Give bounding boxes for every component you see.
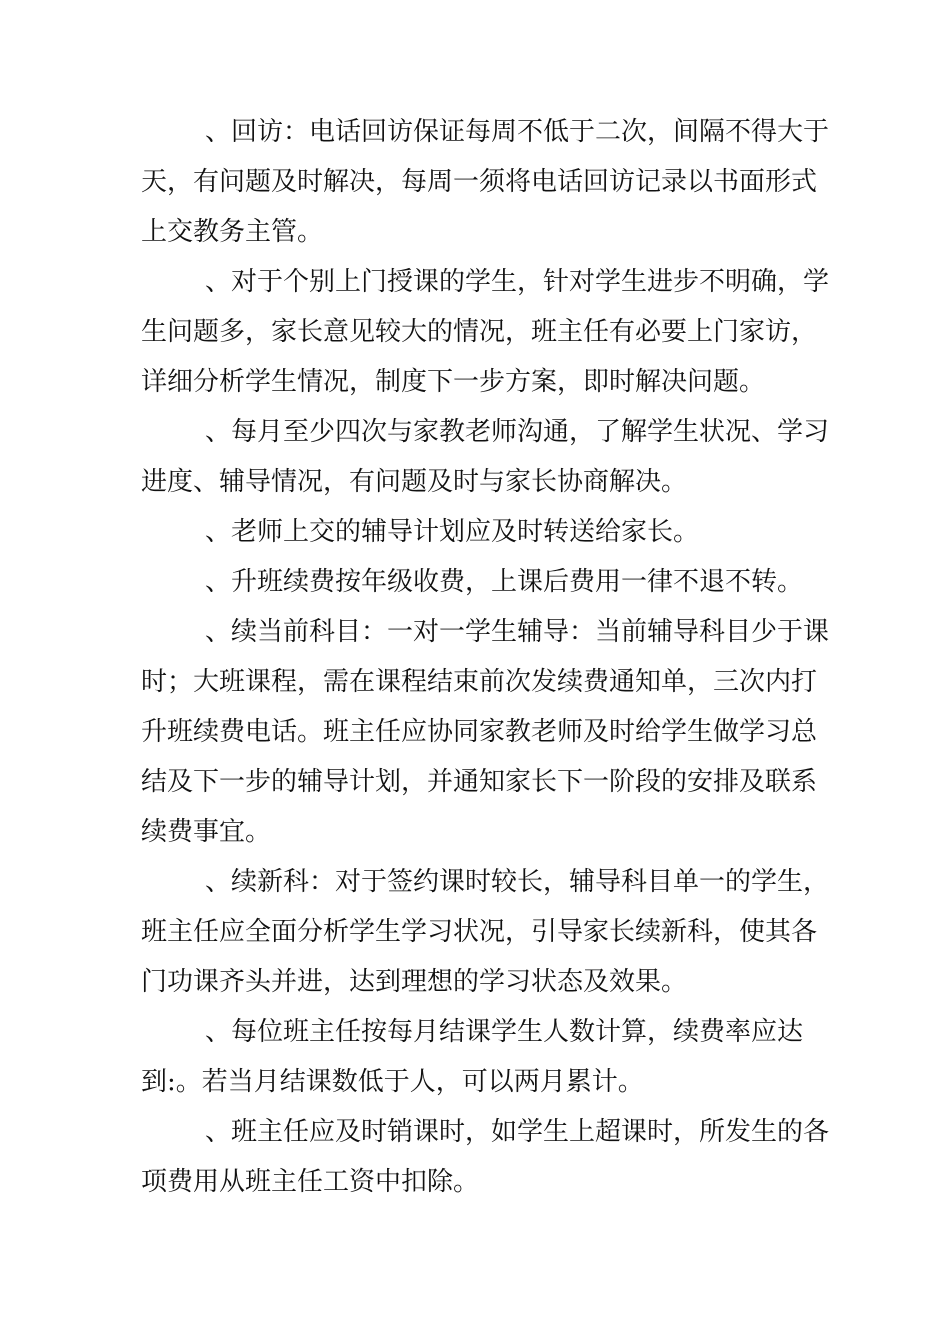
text-line: 、每位班主任按每月结课学生人数计算，续费率应达 [205, 1017, 804, 1047]
text-line: 、续当前科目：一对一学生辅导：当前辅导科目少于课 [205, 617, 830, 647]
text-line: 项费用从班主任工资中扣除。 [141, 1167, 480, 1197]
text-line: 升班续费电话。班主任应协同家教老师及时给学生做学习总 [141, 717, 818, 747]
text-line: 详细分析学生情况，制度下一步方案，即时解决问题。 [141, 367, 766, 397]
text-line: 、续新科：对于签约课时较长，辅导科目单一的学生， [205, 867, 830, 897]
text-line: 进度、辅导情况，有问题及时与家长协商解决。 [141, 467, 688, 497]
text-line: 、每月至少四次与家教老师沟通，了解学生状况、学习 [205, 417, 830, 447]
text-line: 、老师上交的辅导计划应及时转送给家长。 [205, 517, 700, 547]
text-line: 天，有问题及时解决，每周一须将电话回访记录以书面形式 [141, 167, 818, 197]
text-line: 、班主任应及时销课时，如学生上超课时，所发生的各 [205, 1117, 830, 1147]
text-line: 续费事宜。 [141, 817, 272, 847]
text-line: 、回访：电话回访保证每周不低于二次，间隔不得大于 [205, 117, 830, 147]
text-line: 、对于个别上门授课的学生，针对学生进步不明确，学 [205, 267, 830, 297]
text-line: 上交教务主管。 [141, 217, 324, 247]
text-line: 生问题多，家长意见较大的情况，班主任有必要上门家访， [141, 317, 818, 347]
text-line: 到:。若当月结课数低于人，可以两月累计。 [141, 1067, 644, 1097]
text-line: 时；大班课程，需在课程结束前次发续费通知单，三次内打 [141, 667, 818, 697]
text-line: 班主任应全面分析学生学习状况，引导家长续新科，使其各 [141, 917, 818, 947]
text-line: 、升班续费按年级收费，上课后费用一律不退不转。 [205, 567, 804, 597]
text-line: 门功课齐头并进，达到理想的学习状态及效果。 [141, 967, 688, 997]
text-line: 结及下一步的辅导计划，并通知家长下一阶段的安排及联系 [141, 767, 818, 797]
